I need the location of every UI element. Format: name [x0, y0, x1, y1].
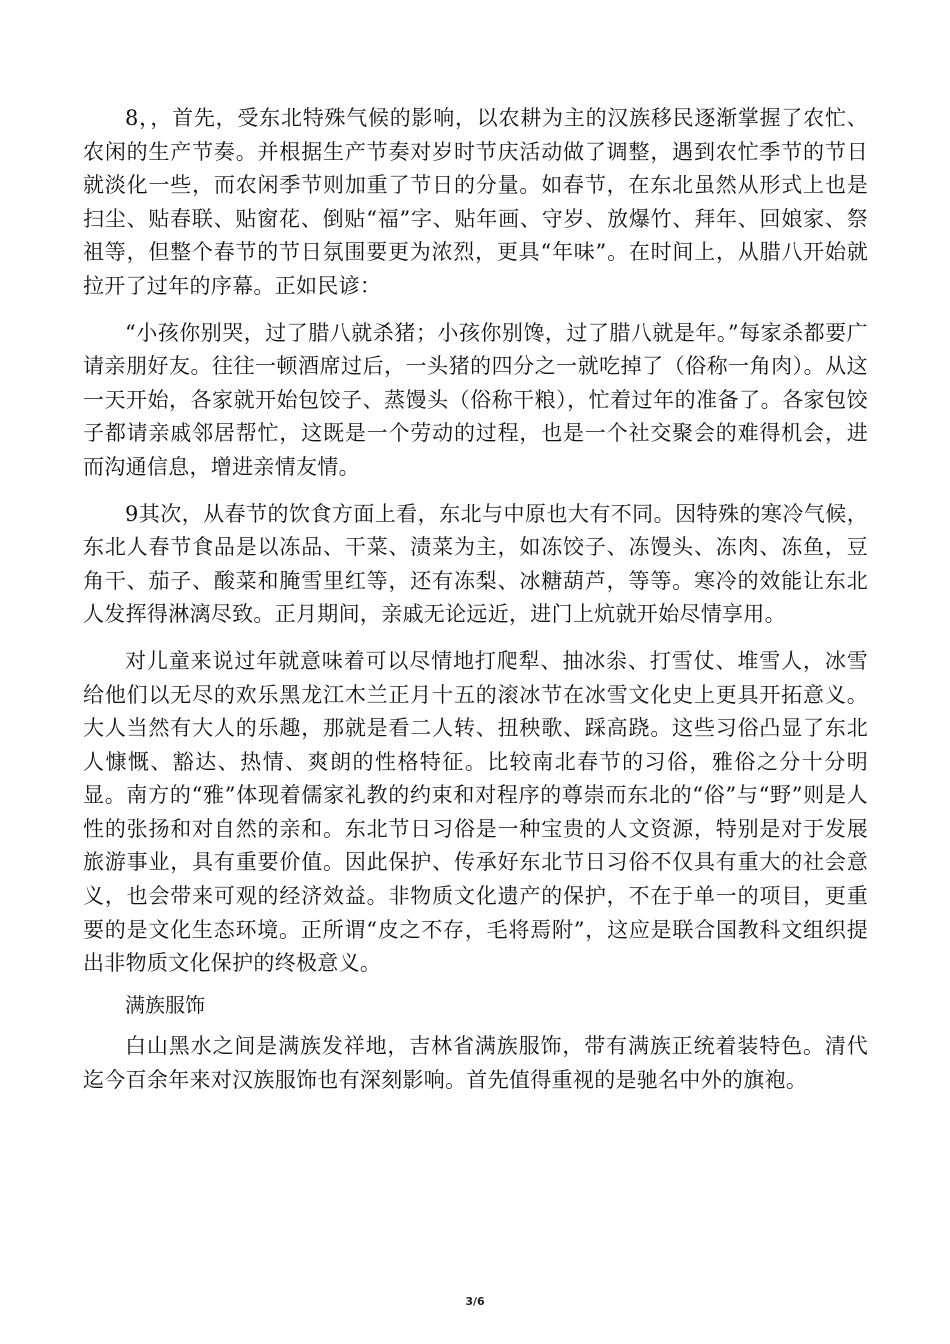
paragraph-8: 8，，首先，受东北特殊气候的影响，以农耕为主的汉族移民逐渐掌握了农忙、农闲的生产节奏。并根据生产节奏对岁时节庆活动做了调整，遇到农忙季节的节日就淡化一些，而农闲季节则加重了节日的分量。如春节，在东北虽然从形式上也是扫尘、贴春联、贴窗花、倒贴“福”字、贴年画、守岁、放爆竹、拜年、回娘家、祭祖等，但整个春节的节日氛围要更为浓烈，更具“年味”。在时间上，从腊八开始就拉开了过年的序幕。正如民谚：	[83, 106, 868, 298]
paragraph-9: 9其次，从春节的饮食方面上看，东北与中原也大有不同。因特殊的寒冷气候，东北人春节食品是以冻品、干菜、渍菜为主，如冻饺子、冻馒头、冻肉、冻鱼，豆角干、茄子、酸菜和腌雪里红等，还有冻梨、冰糖葫芦，等等。寒冷的效能让东北人发挥得淋漓尽致。正月期间，亲戚无论远近，进门上炕就开始尽情享用。	[83, 501, 868, 627]
paragraph-children-festival: 对儿童来说过年就意味着可以尽情地打爬犁、抽冰尜、打雪仗、堆雪人，冰雪给他们以无尽的欢乐黑龙江木兰正月十五的滚冰节在冰雪文化史上更具开拓意义。大人当然有大人的乐趣，那就是看二人转、扭秧歌、踩高跷。这些习俗凸显了东北人慷慨、豁达、热情、爽朗的性格特征。比较南北春节的习俗，雅俗之分十分明显。南方的“雅”体现着儒家礼教的约束和对程序的尊崇而东北的“俗”与“野”则是人性的张扬和对自然的亲和。东北节日习俗是一种宝贵的人文资源，特别是对于发展旅游事业，具有重要价值。因此保护、传承好东北节日习俗不仅具有重大的社会意义，也会带来可观的经济效益。非物质文化遗产的保护，不在于单一的项目，更重要的是文化生态环境。正所谓“皮之不存，毛将焉附”，这应是联合国教科文组织提出非物质文化保护的终极意义。	[83, 648, 868, 976]
paragraph-folk-rhyme: “小孩你别哭，过了腊八就杀猪；小孩你别馋，过了腊八就是年。”每家杀都要广请亲朋好友。往往一顿酒席过后，一头猪的四分之一就吃掉了（俗称一角肉）。从这一天开始，各家就开始包饺子、蒸馒头（俗称干粮），忙着过年的准备了。各家包饺子都请亲戚邻居帮忙，这既是一个劳动的过程，也是一个社交聚会的难得机会，进而沟通信息，增进亲情友情。	[83, 320, 868, 479]
document-body	[83, 102, 868, 1098]
page-number: 3/6	[465, 1295, 485, 1308]
section-heading: 满族服饰	[125, 992, 205, 1017]
paragraph-manchu-clothing: 白山黑水之间是满族发祥地，吉林省满族服饰，带有满族正统着装特色。清代迄今百余年来对汉族服饰也有深刻影响。首先值得重视的是驰名中外的旗袍。	[83, 1034, 868, 1093]
